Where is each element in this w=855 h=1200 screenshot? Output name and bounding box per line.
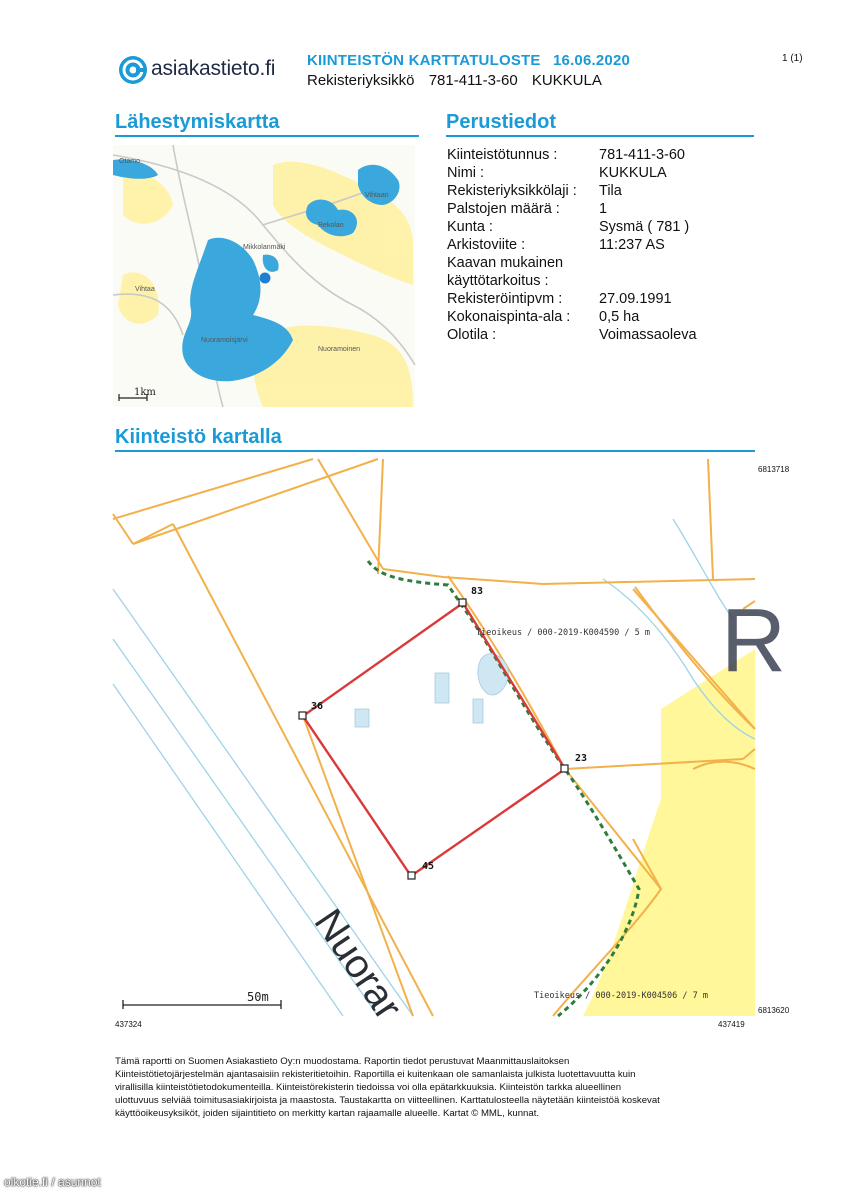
title-date: 16.06.2020 (552, 52, 631, 69)
document-subtitle (307, 72, 602, 89)
subtitle-name: KUKKULA (531, 72, 602, 89)
disclaimer-line: ulottuvuus selviää toimitusasiakirjoista ja maastosta. Taustakartta on viitteellinen. Karttatulosteella näytetään kiinteistöä koskevat (115, 1095, 660, 1106)
boundary-point-label: 23 (575, 753, 588, 764)
road-label: Nuorar (305, 901, 411, 1028)
basic-info-value: 0,5 ha (599, 309, 640, 325)
disclaimer-line: virallisilla kiinteistötietodokumenteilla. Kiinteistörekisterin tiedoissa voi olla epätarkkuuksia. Kiinteistön tarkka alueellinen (115, 1082, 622, 1093)
place-label: Vihtaa (135, 286, 155, 293)
basic-info-value: Tila (599, 183, 622, 199)
basic-info-value: Voimassaoleva (599, 327, 697, 343)
coord-bottom-center: 437419 (718, 1020, 745, 1029)
place-label: Otamo (119, 158, 141, 165)
overview-map[interactable] (113, 145, 415, 407)
disclaimer-line: Tämä raportti on Suomen Asiakastieto Oy:n muodostama. Raportin tiedot perustuvat Maanmittauslaitoksen (115, 1056, 570, 1067)
coord-top-right: 6813718 (758, 465, 790, 474)
disclaimer-line: käyttöoikeusyksiköt, joiden sijaintitieto on merkitty kartan rajaamalle alueelle. Kartat © MML, kunnat. (115, 1108, 540, 1119)
disclaimer (115, 1055, 755, 1120)
basic-info-key: Rekisteröintipvm : (447, 291, 563, 307)
boundary-point-label: 45 (422, 861, 435, 872)
overview-map-graphic (113, 145, 415, 407)
basic-info-key: Kunta : (447, 219, 493, 235)
overview-scale-bar (119, 387, 156, 401)
basic-info-value: Sysmä ( 781 ) (599, 219, 690, 235)
basic-info-key: Kaavan mukainen (447, 255, 564, 271)
basic-info-key: Nimi : (447, 165, 485, 181)
overview-scale-label: 1km (134, 387, 156, 398)
section-rule (115, 450, 755, 452)
basic-info-value: 1 (599, 201, 608, 217)
easement-label: Tieoikeus / 000-2019-K004506 / 7 m (534, 991, 708, 1001)
property-scale-label: 50m (247, 990, 269, 1004)
basic-info-key: käyttötarkoitus : (447, 273, 549, 289)
subtitle-label: Rekisteriyksikkö (307, 72, 415, 89)
subtitle-id: 781-411-3-60 (428, 72, 518, 89)
coord-bottom-left: 437324 (115, 1020, 142, 1029)
basic-info-key: Kiinteistötunnus : (447, 147, 558, 163)
place-label: Mikkolanmäki (243, 244, 286, 251)
property-scale-bar (123, 990, 281, 1009)
basic-info-key: Olotila : (447, 327, 497, 343)
logo-text: asiakastieto.fi (151, 57, 276, 80)
basic-info-value: 11:237 AS (599, 237, 665, 253)
section-title-property-map: Kiinteistö kartalla (115, 426, 282, 448)
section-rule (115, 135, 419, 137)
basic-info-key: Rekisteriyksikkölaji : (447, 183, 577, 199)
place-label: Rekolan (318, 222, 344, 229)
section-rule (446, 135, 754, 137)
basic-info-value: KUKKULA (599, 165, 667, 181)
document-title (307, 52, 630, 69)
location-marker-icon (260, 273, 271, 284)
basic-info-value: 27.09.1991 (599, 291, 672, 307)
boundary-point-label: 36 (311, 701, 324, 712)
page-number: 1 (1) (782, 53, 803, 64)
disclaimer-line: Kiinteistötietojärjestelmän ajantasaisiin rekisteritietoihin. Raportilla ei kuitenkaan ole samanlaista julkista luotettavuutta kuin (115, 1069, 636, 1080)
easement-label: Tieoikeus / 000-2019-K004590 / 5 m (476, 628, 650, 638)
place-label: Nuoramoisjärvi (201, 337, 248, 344)
basic-info-key: Arkistoviite : (447, 237, 526, 253)
boundary-point-label: 83 (471, 586, 484, 597)
basic-info-key: Kokonaispinta-ala : (447, 309, 571, 325)
place-label: Vihtaan (365, 192, 389, 199)
watermark: oikotie.fi / asunnot (4, 1175, 101, 1189)
basic-info-value: 781-411-3-60 (599, 147, 685, 163)
basic-info-key: Palstojen määrä : (447, 201, 560, 217)
place-label: Nuoramoinen (318, 346, 361, 353)
section-title-basic-info: Perustiedot (446, 111, 557, 133)
section-title-approach-map: Lähestymiskartta (115, 111, 280, 133)
asiakastieto-logo-icon (118, 55, 148, 85)
map-letter-fragment: R (721, 591, 786, 691)
logo[interactable] (118, 52, 298, 88)
coord-bottom-right: 6813620 (758, 1006, 790, 1015)
title-text: KIINTEISTÖN KARTTATULOSTE (307, 52, 541, 69)
